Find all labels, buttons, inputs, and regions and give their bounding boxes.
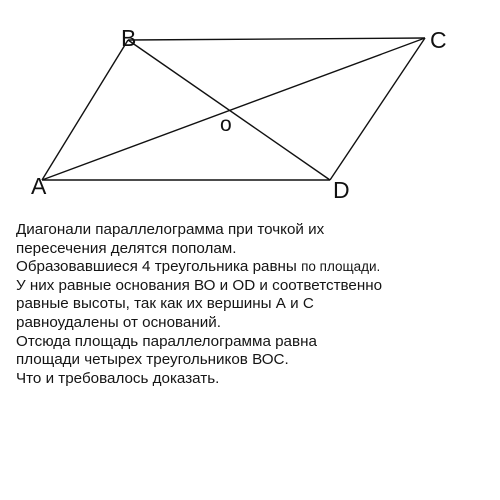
proof-line: площади четырех треугольников ВОС. xyxy=(16,351,289,369)
proof-line-small: по площади. xyxy=(301,259,381,275)
center-label-o: o xyxy=(220,113,232,136)
side-bc xyxy=(128,38,425,40)
proof-line: Отсюда площадь параллелограмма равна xyxy=(16,332,317,350)
vertex-label-a: A xyxy=(31,173,47,199)
vertex-label-b: B xyxy=(121,25,137,51)
parallelogram-diagram xyxy=(0,0,500,210)
proof-line: пересечения делятся пополам. xyxy=(16,239,237,257)
proof-line: равные высоты, так как их вершины А и С xyxy=(16,295,314,313)
proof-line: У них равные основания ВО и OD и соответственно xyxy=(16,276,383,294)
vertex-label-c: C xyxy=(430,27,447,53)
diagonal-bd xyxy=(128,40,330,180)
proof-line: Диагонали параллелограмма при точкой их xyxy=(16,221,325,238)
diagonal-ac xyxy=(42,38,425,180)
side-ab xyxy=(42,40,128,180)
proof-text xyxy=(16,221,486,388)
proof-line: Что и требовалось доказать. xyxy=(16,369,220,387)
proof-line-main: Образовавшиеся 4 треугольника равны xyxy=(16,258,297,276)
vertex-label-d: D xyxy=(333,177,350,203)
proof-line xyxy=(16,258,486,277)
side-cd xyxy=(330,38,425,180)
proof-line: равноудалены от оснований. xyxy=(16,313,221,331)
